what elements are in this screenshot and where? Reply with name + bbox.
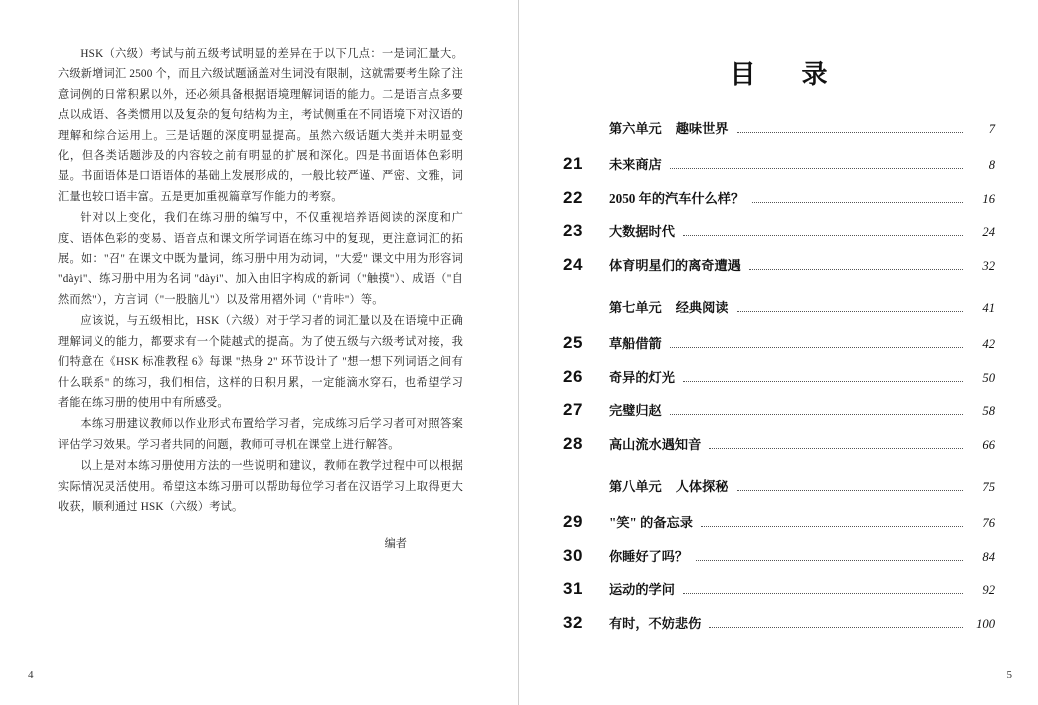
toc-page-number: 41	[982, 301, 995, 315]
toc-entry-label: 奇异的灯光	[609, 369, 675, 385]
toc-row[interactable]	[563, 255, 995, 289]
toc-entry-label: 完璧归赵	[609, 403, 662, 418]
right-page	[519, 0, 1038, 705]
toc-page-number: 8	[988, 158, 995, 172]
page-title: 目 录	[729, 60, 838, 89]
toc-unit-label: 第六单元	[609, 121, 662, 136]
toc-row[interactable]	[563, 188, 995, 222]
toc-entry-label: 2050 年的汽车什么样？	[609, 190, 745, 206]
toc-entry-label: "笑" 的备忘录	[609, 515, 693, 530]
toc-unit-label: 第七单元	[609, 300, 662, 315]
preface-body	[58, 44, 463, 551]
toc-page-number: 7	[988, 122, 995, 136]
leader-dots	[683, 381, 963, 382]
toc-row[interactable]	[563, 221, 995, 255]
paragraph: 本练习册建议教师以作业形式布置给学习者，完成练习后学习者可对照答案评估学习效果。学习者共同的问题，教师可寻机在课堂上进行解答。	[58, 418, 463, 451]
toc-row[interactable]	[563, 579, 995, 613]
leader-dots	[670, 168, 963, 169]
leader-dots	[670, 347, 963, 348]
page-number-left: 4	[28, 669, 34, 681]
toc-page-number: 42	[982, 337, 995, 351]
toc-number: 26	[563, 366, 583, 386]
toc-entry-label: 趣味世界	[675, 121, 729, 136]
toc-entry-label: 有时，不妨悲伤	[609, 615, 702, 631]
toc-row[interactable]	[563, 367, 995, 401]
toc-page-number: 32	[982, 258, 995, 273]
toc-page-number: 75	[982, 480, 995, 494]
leader-dots	[709, 627, 963, 628]
page-number-right: 5	[1006, 669, 1012, 681]
toc-page-number: 66	[982, 437, 995, 452]
toc-unit-row[interactable]	[563, 297, 995, 333]
toc-entry-label: 运动的学问	[609, 582, 675, 597]
leader-dots	[737, 490, 964, 491]
leader-dots	[701, 526, 963, 527]
toc-row[interactable]	[563, 613, 995, 647]
toc-entry-label: 未来商店	[609, 157, 662, 172]
toc-unit-label: 第八单元	[609, 479, 662, 494]
toc-row[interactable]	[563, 400, 995, 434]
toc-unit-row[interactable]	[563, 476, 995, 512]
leader-dots	[709, 448, 963, 449]
toc-number: 22	[563, 187, 583, 207]
toc-number: 28	[563, 433, 583, 453]
signature: 编者	[384, 538, 407, 551]
leader-dots	[696, 560, 963, 561]
toc-row[interactable]	[563, 333, 995, 367]
toc-number: 21	[563, 154, 583, 173]
toc-page-number: 16	[982, 191, 995, 206]
toc-entry-label: 人体探秘	[675, 479, 729, 494]
toc-entry-label: 高山流水遇知音	[609, 436, 702, 452]
leader-dots	[749, 269, 963, 270]
toc-number: 23	[563, 221, 583, 240]
table-of-contents	[563, 118, 995, 646]
toc-row[interactable]	[563, 546, 995, 580]
toc-number: 27	[563, 400, 583, 419]
toc-entry-label: 草船借箭	[609, 336, 662, 351]
toc-number: 24	[563, 254, 583, 274]
paragraph: 针对以上变化，我们在练习册的编写中，不仅重视培养语阅读的深度和广度、语体色彩的变易、语音点和课文所学词语在练习中的复现，更注意词汇的拓展。如："召" 在课文中既为量词，练习册中用为动词，"大爱" 课文中用为形容词 "dàyi"、练习册中用为名词 "dàyi"、加入由旧字构成的新词（"触摸"）、成语（"自然而然"），方言词（"一股脑儿"）以及常用褶外词（"肯咔"）等。	[58, 212, 463, 306]
toc-number: 30	[563, 545, 583, 565]
leader-dots	[683, 235, 963, 236]
leader-dots	[683, 593, 963, 594]
toc-unit-row[interactable]	[563, 118, 995, 154]
toc-page-number: 58	[982, 404, 995, 418]
toc-page-number: 76	[982, 516, 995, 530]
paragraph: 以上是对本练习册使用方法的一些说明和建议，教师在教学过程中可以根据实际情况灵活使用。希望这本练习册可以帮助每位学习者在汉语学习上取得更大收获，顺利通过 HSK（六级）考试。	[58, 460, 463, 513]
leader-dots	[737, 311, 964, 312]
toc-number: 29	[563, 512, 583, 531]
toc-number: 25	[563, 333, 583, 352]
toc-row[interactable]	[563, 154, 995, 188]
toc-row[interactable]	[563, 512, 995, 546]
toc-entry-label: 经典阅读	[675, 300, 729, 315]
leader-dots	[752, 202, 963, 203]
toc-number: 32	[563, 612, 583, 632]
toc-page-number: 24	[982, 225, 995, 239]
toc-number: 31	[563, 579, 583, 598]
leader-dots	[670, 414, 963, 415]
toc-row[interactable]	[563, 434, 995, 468]
toc-page-number: 92	[982, 583, 995, 597]
toc-page-number: 50	[982, 370, 995, 385]
toc-entry-label: 大数据时代	[609, 224, 675, 239]
toc-page-number: 84	[982, 549, 995, 564]
leader-dots	[737, 132, 964, 133]
paragraph: 应该说，与五级相比，HSK（六级）对于学习者的词汇量以及在语境中正确理解词义的能力，都要求有一个陡越式的提高。为了使五级与六级考试对接，我们特意在《HSK 标准教程 6》每课 "热身 2" 环节设计了 "想一想下列词语之间有什么联系" 的练习，我们相信，这样的日积月累，一定能滴水穿石，也希望学习者能在练习册的使用中有所感受。	[58, 315, 463, 409]
toc-page-number: 100	[976, 616, 995, 631]
toc-entry-label: 体育明星们的离奇遭遇	[609, 257, 741, 273]
toc-entry-label: 你睡好了吗？	[609, 548, 689, 564]
paragraph: HSK（六级）考试与前五级考试明显的差异在于以下几点：一是词汇量大。六级新增词汇 2500 个，而且六级试题涵盖对生词没有限制，这就需要考生除了注意词例的日常积累以外，还必须具备根据语境理解词语的能力。二是语言点多要点以成语、各类惯用以及复杂的复句结构为主，考试侧重在不同语境下对汉语的理解和综合运用上。三是话题的深度明显提高。虽然六级话题大类并未明显变化，但各类话题涉及的内容较之前有明显的扩展和深化。四是书面语体色彩明显。书面语体是口语语体的基础上发展形成的，一般比较严谨、严密、文雅，词汇量也较口语丰富。五是更加重视篇章写作能力的考察。	[58, 48, 463, 203]
